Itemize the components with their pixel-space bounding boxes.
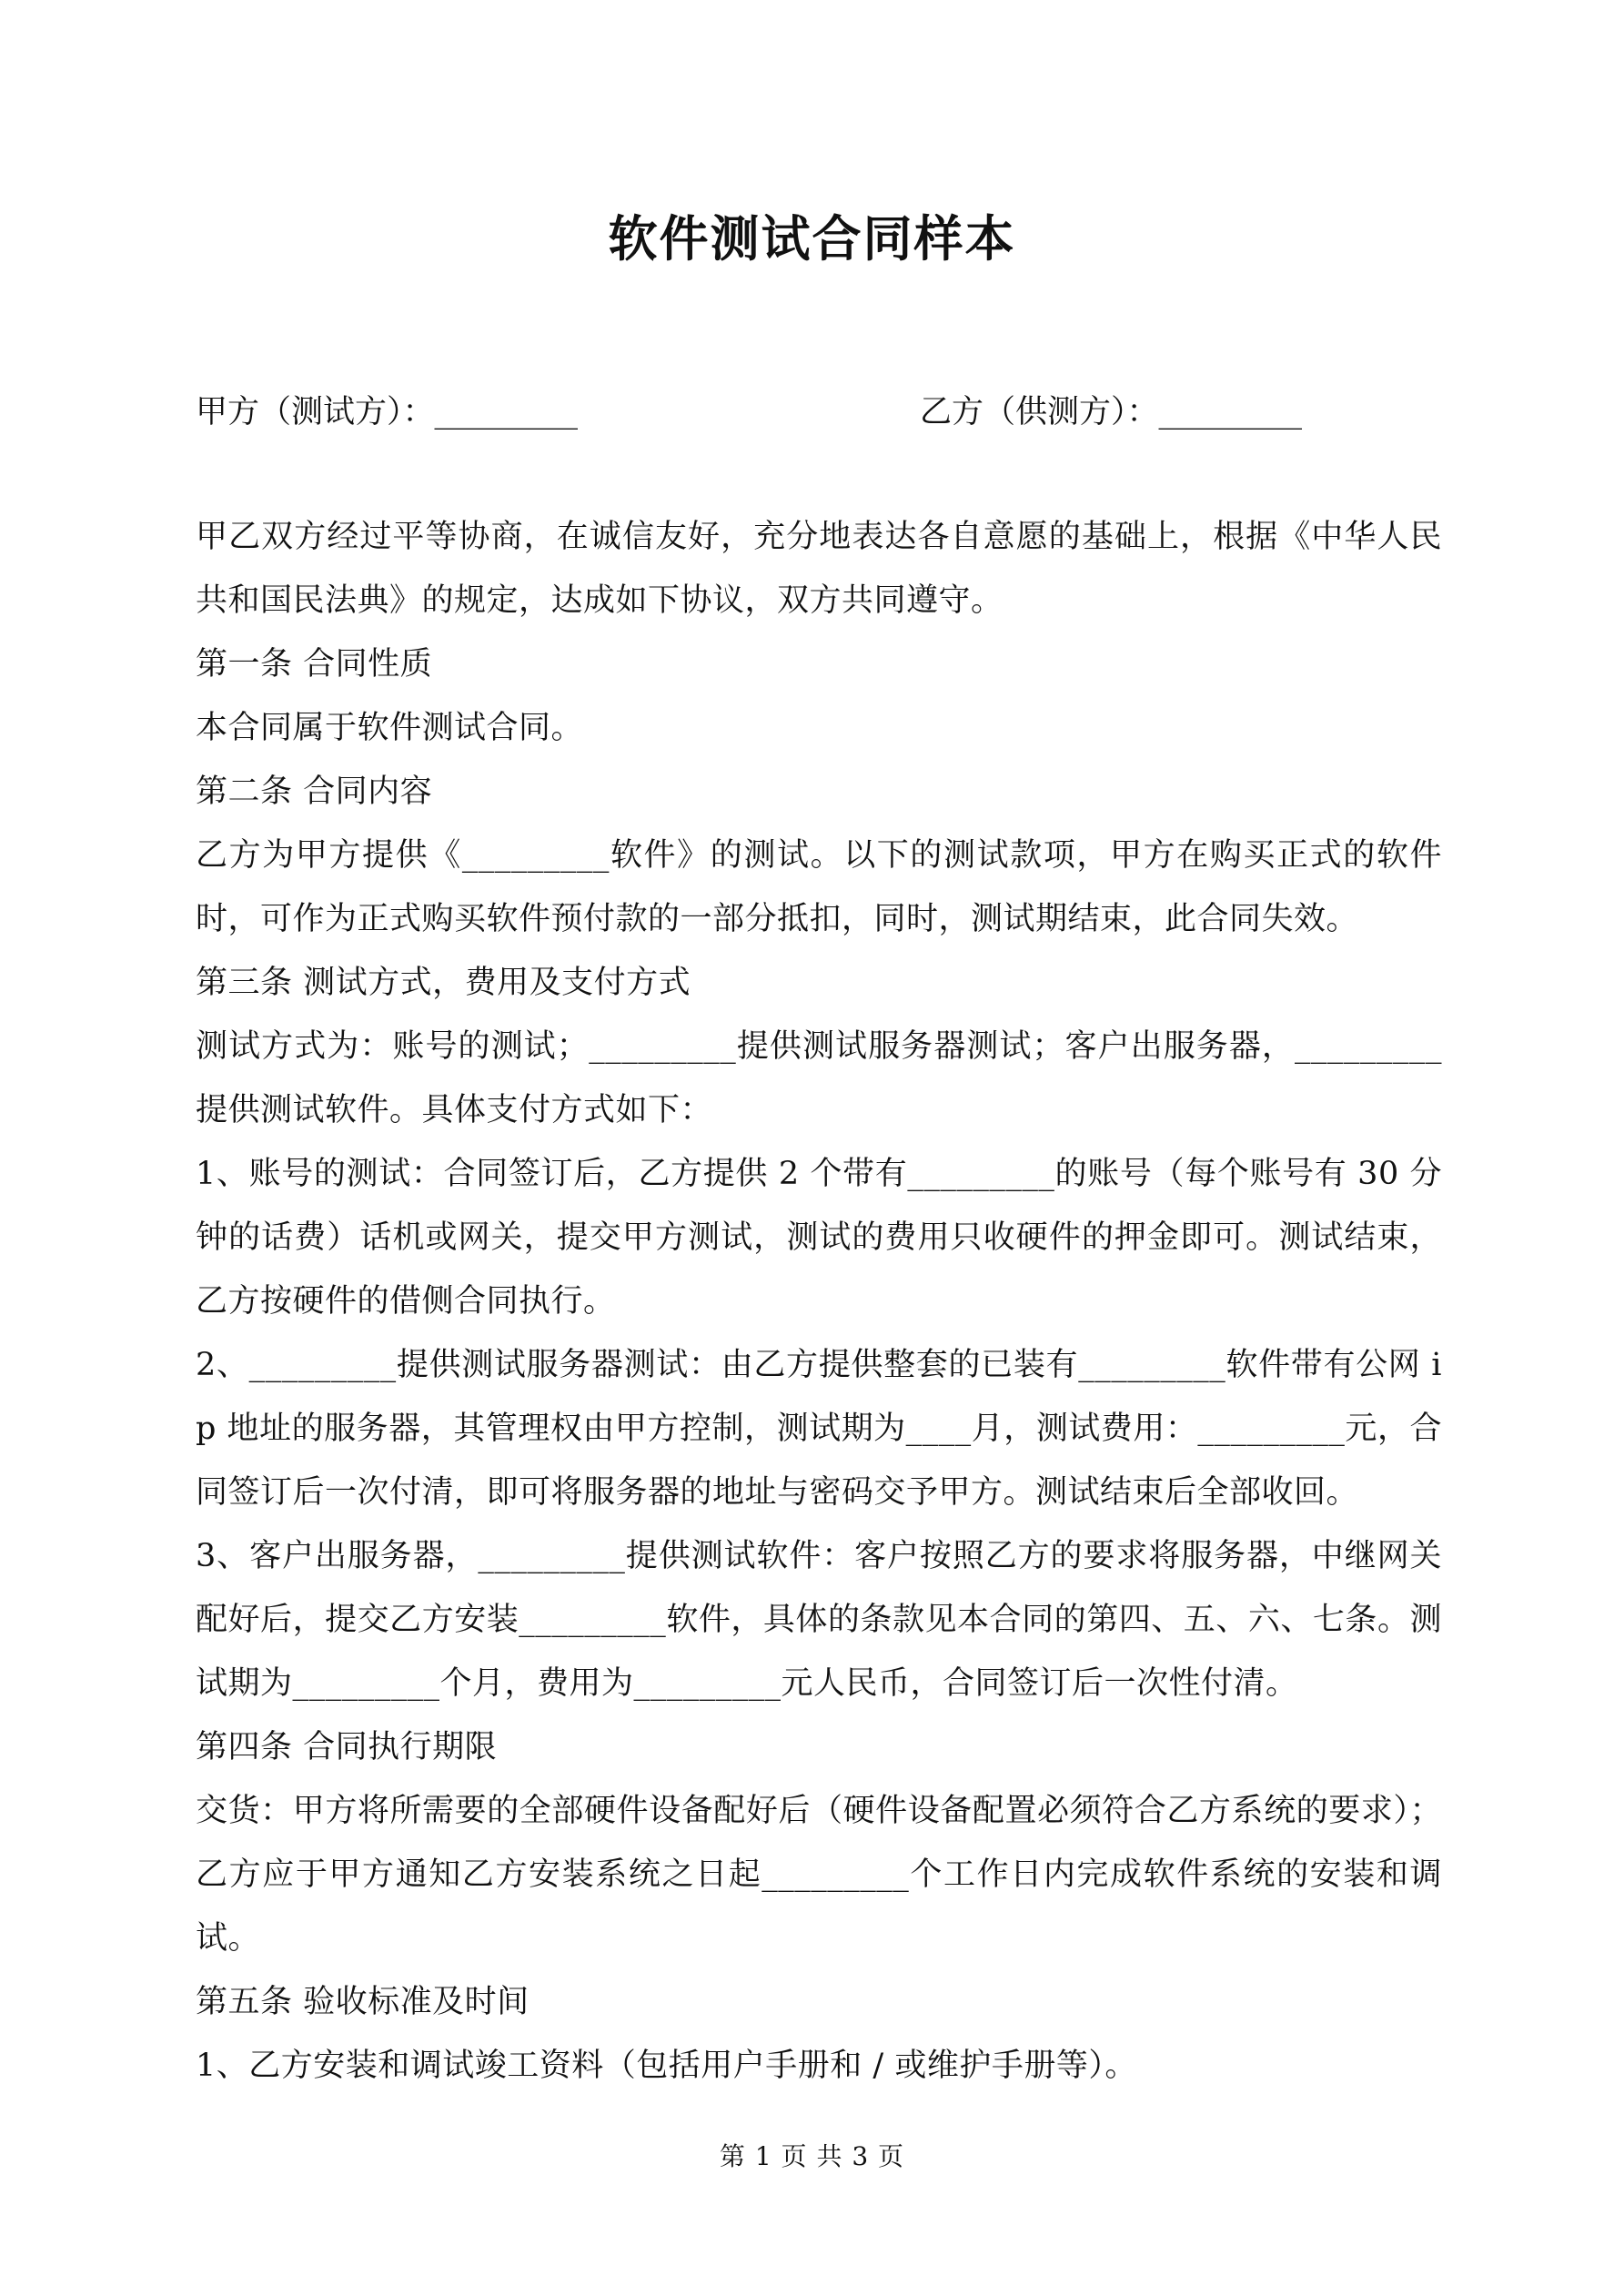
article-3-item-3: 3、客户出服务器，_________提供测试软件：客户按照乙方的要求将服务器，中继网关配好后，提交乙方安装_________软件，具体的条款见本合同的第四、五、六、七条。测试期为_________个月，费用为_________元人民币，合同签订后一次性付清。	[196, 1538, 1442, 1702]
article-3-item-1: 1、账号的测试：合同签订后，乙方提供 2 个带有_________的账号（每个账号有 30 分钟的话费）话机或网关，提交甲方测试，测试的费用只收硬件的押金即可。测试结束，乙方按硬件的借侧合同执行。	[196, 1156, 1442, 1320]
article-3-item-2: 2、_________提供测试服务器测试：由乙方提供整套的已装有_________软件带有公网 ip 地址的服务器，其管理权由甲方控制，测试期为____月，测试费用：_________元，合同签订后一次付清，即可将服务器的地址与密码交予甲方。测试结束后全部收回。	[196, 1347, 1442, 1511]
article-2-heading: 第二条 合同内容	[196, 774, 433, 810]
article-2-text: 乙方为甲方提供《_________软件》的测试。以下的测试款项，甲方在购买正式的软件时，可作为正式购买软件预付款的一部分抵扣，同时，测试期结束，此合同失效。	[196, 837, 1442, 937]
contract-body	[196, 505, 1442, 2098]
article-1-text: 本合同属于软件测试合同。	[196, 710, 584, 746]
article-4-heading: 第四条 合同执行期限	[196, 1729, 498, 1765]
party-a-line: 甲方（测试方）：_________	[196, 394, 579, 430]
document-title: 软件测试合同样本	[608, 209, 1016, 268]
party-b-line: 乙方（供测方）：_________	[920, 394, 1303, 430]
article-1-heading: 第一条 合同性质	[196, 646, 433, 683]
article-5-item-1: 1、乙方安装和调试竣工资料（包括用户手册和 / 或维护手册等）。	[196, 2048, 1137, 2084]
page-number-footer: 第 1 页 共 3 页	[719, 2141, 905, 2171]
article-4-text: 交货：甲方将所需要的全部硬件设备配好后（硬件设备配置必须符合乙方系统的要求）；乙方应于甲方通知乙方安装系统之日起_________个工作日内完成软件系统的安装和调试。	[196, 1793, 1442, 1957]
article-3-heading: 第三条 测试方式，费用及支付方式	[196, 965, 691, 1001]
article-3-text: 测试方式为：账号的测试；_________提供测试服务器测试；客户出服务器，_________提供测试软件。具体支付方式如下：	[196, 1028, 1442, 1128]
preamble-paragraph: 甲乙双方经过平等协商，在诚信友好，充分地表达各自意愿的基础上，根据《中华人民共和国民法典》的规定，达成如下协议，双方共同遵守。	[196, 519, 1442, 619]
article-5-heading: 第五条 验收标准及时间	[196, 1984, 530, 2020]
